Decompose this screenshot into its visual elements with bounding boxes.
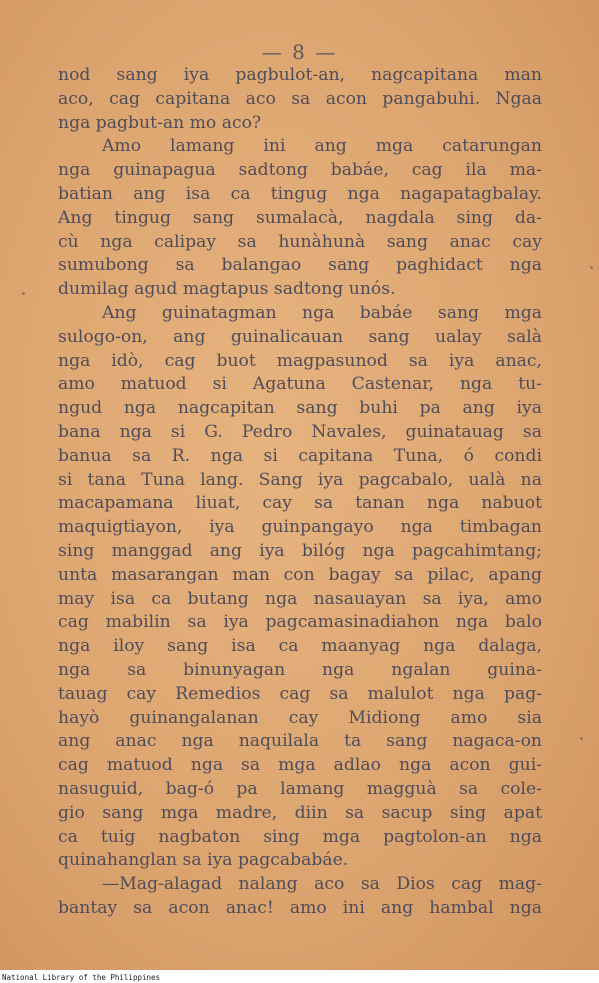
text-line: nga idò, cag buot magpasunod sa iya anac,: [58, 350, 542, 371]
text-line: ang anac nga naquilala ta sang nagaca-on: [58, 731, 542, 752]
text-line: nod sang iya pagbulot-an, nagcapitana man: [58, 65, 542, 85]
text-line: hayò guinangalanan cay Midiong amo sia: [58, 707, 542, 728]
text-line: bantay sa acon anac! amo ini ang hambal nga: [58, 897, 542, 918]
text-line: batian ang isa ca tingug nga nagapatagbalay.: [58, 183, 542, 204]
text-line: nga iloy sang isa ca maanyag nga dalaga,: [58, 636, 542, 657]
text-line: ca tuig nagbaton sing mga pagtolon-an nga: [58, 826, 542, 847]
text-line: sulogo-on, ang guinalicauan sang ualay salà: [58, 326, 542, 347]
text-line: Ang guinatagman nga babáe sang mga: [102, 302, 542, 323]
text-line: nga pagbut-an mo aco?: [58, 112, 262, 133]
library-credit: National Library of the Philippines: [2, 973, 161, 982]
text-line: sing manggad ang iya bilóg nga pagcahimtang;: [58, 540, 542, 561]
text-line: sumubong sa balangao sang paghidact nga: [58, 255, 542, 276]
page-speck: [590, 266, 593, 269]
text-line: nga sa binunyagan nga ngalan guina-: [58, 659, 542, 680]
page-speck: [580, 737, 583, 740]
text-line: aco, cag capitana aco sa acon pangabuhi. Ngaa: [58, 88, 542, 109]
text-line: dumilag agud magtapus sadtong unós.: [58, 279, 396, 300]
page-number: — 8 —: [261, 40, 338, 64]
text-line: Amo lamang ini ang mga catarungan: [102, 136, 542, 157]
text-line: maquigtiayon, iya guinpangayo nga timbagan: [58, 517, 542, 538]
page-speck: [22, 292, 25, 295]
text-line: amo matuod si Agatuna Castenar, nga tu-: [58, 374, 542, 395]
page-text: [58, 64, 542, 921]
text-line: ngud nga nagcapitan sang buhi pa ang iya: [58, 398, 542, 419]
text-line: banua sa R. nga si capitana Tuna, ó condi: [58, 445, 542, 466]
text-line: bana nga si G. Pedro Navales, guinatauag sa: [58, 421, 542, 442]
text-line: gio sang mga madre, diin sa sacup sing apat: [58, 802, 542, 823]
text-line: unta masarangan man con bagay sa pilac, apang: [58, 564, 542, 585]
text-line: cag mabilin sa iya pagcamasinadiahon nga balo: [58, 612, 542, 633]
text-line: nga guinapagua sadtong babáe, cag ila ma-: [58, 160, 542, 181]
text-line: quinahanglan sa iya pagcababáe.: [58, 850, 349, 871]
text-line: cù nga calipay sa hunàhunà sang anac cay: [58, 231, 542, 252]
text-line: Ang tingug sang sumalacà, nagdala sing da-: [58, 207, 542, 228]
text-line: si tana Tuna lang. Sang iya pagcabalo, ualà na: [58, 469, 542, 490]
text-line: nasuguid, bag-ó pa lamang magguà sa cole-: [58, 778, 542, 799]
text-line: cag matuod nga sa mga adlao nga acon gui-: [58, 755, 542, 776]
text-line: —Mag-alagad nalang aco sa Dios cag mag-: [102, 874, 542, 895]
text-line: may isa ca butang nga nasauayan sa iya, amo: [58, 588, 542, 609]
text-line: macapamana liuat, cay sa tanan nga nabuot: [58, 493, 542, 514]
text-line: tauag cay Remedios cag sa malulot nga pag-: [58, 683, 542, 704]
